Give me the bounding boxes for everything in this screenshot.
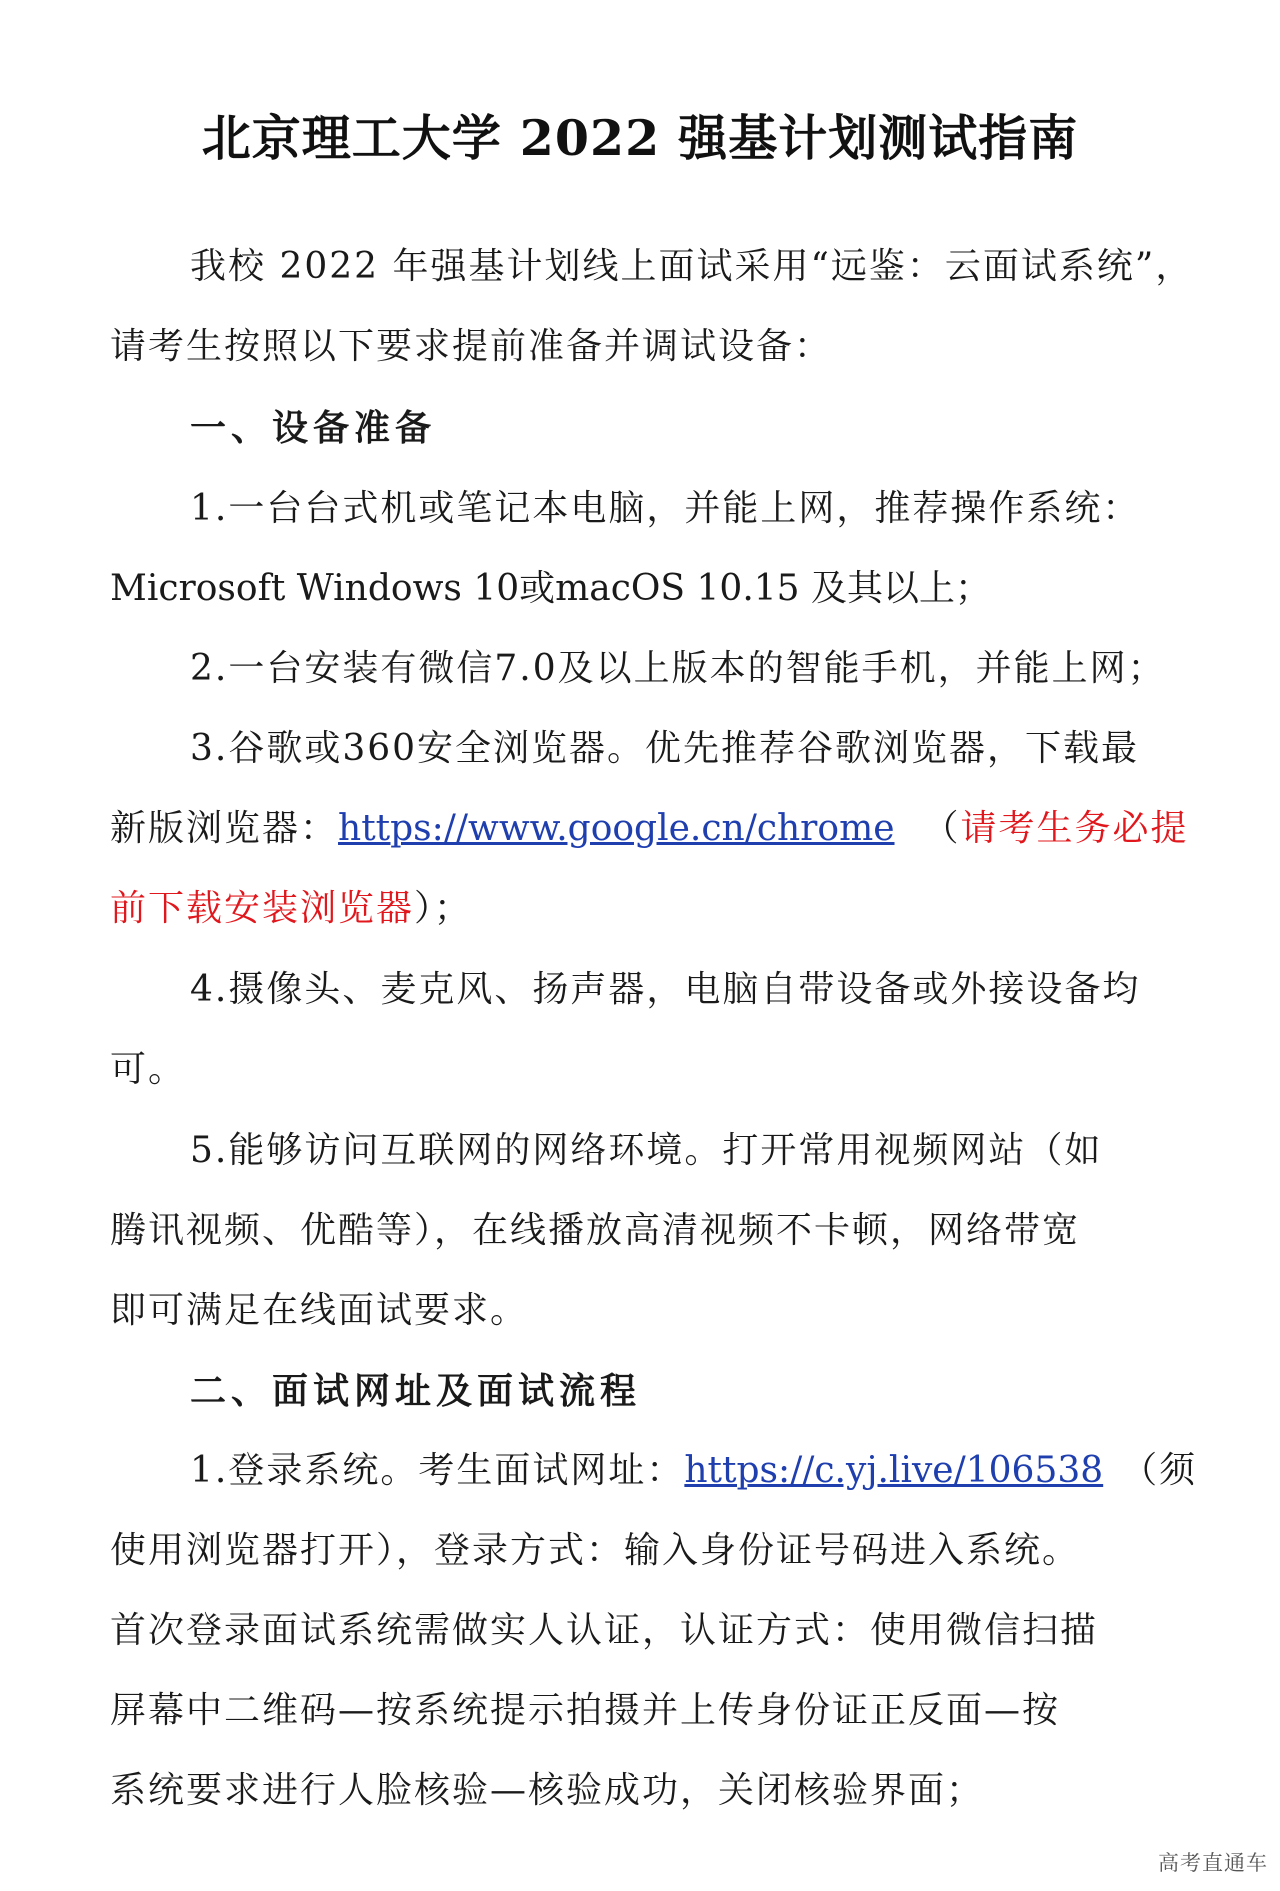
equipment-item-4-line-1: 4.摄像头、麦克风、扬声器，电脑自带设备或外接设备均 bbox=[190, 969, 1141, 1010]
interview-item-1-line-1 bbox=[190, 1443, 1198, 1499]
equipment-item-5-line-1: 5.能够访问互联网的网络环境。打开常用视频网站（如 bbox=[190, 1130, 1103, 1171]
equipment-item-3-line-3 bbox=[110, 881, 1180, 937]
intro-line-1: 我校 2022 年强基计划线上面试采用“远鉴：云面试系统”， bbox=[190, 246, 1194, 287]
equipment-item-5-line-2: 腾讯视频、优酷等），在线播放高清视频不卡顿，网络带宽 bbox=[110, 1210, 1081, 1251]
document-title: 北京理工大学 2022 强基计划测试指南 bbox=[201, 109, 1079, 167]
chrome-download-link[interactable]: https://www.google.cn/chrome bbox=[338, 808, 895, 849]
section-heading-interview: 二、面试网址及面试流程 bbox=[190, 1370, 642, 1412]
equipment-item-3-line-1: 3.谷歌或360安全浏览器。优先推荐谷歌浏览器，下载最 bbox=[190, 728, 1140, 769]
interview-url-link[interactable]: https://c.yj.live/106538 bbox=[684, 1450, 1104, 1491]
equipment-item-4-line-2: 可。 bbox=[110, 1049, 187, 1090]
watermark-text: 高考直通车 bbox=[1158, 1851, 1268, 1875]
browser-download-label: 新版浏览器： bbox=[110, 808, 339, 849]
intro-line-2: 请考生按照以下要求提前准备并调试设备： bbox=[110, 326, 833, 367]
equipment-item-2-line-1: 2.一台安装有微信7.0及以上版本的智能手机，并能上网； bbox=[190, 648, 1166, 689]
section-heading-equipment: 一、设备准备 bbox=[190, 407, 437, 449]
download-warning-part-1: 请考生务必提 bbox=[960, 808, 1189, 849]
download-warning-part-2: 前下载安装浏览器 bbox=[110, 888, 415, 929]
equipment-item-5-line-3: 即可满足在线面试要求。 bbox=[110, 1290, 529, 1331]
equipment-item-1-line-2: Microsoft Windows 10或macOS 10.15 及其以上； bbox=[110, 568, 992, 609]
interview-item-1-line-3: 首次登录面试系统需做实人认证，认证方式：使用微信扫描 bbox=[110, 1610, 1099, 1651]
paren-open: （ bbox=[922, 808, 961, 849]
login-system-label: 1.登录系统。考生面试网址： bbox=[190, 1450, 685, 1491]
equipment-item-3-line-2 bbox=[110, 801, 1189, 857]
interview-item-1-line-5: 系统要求进行人脸核验—核验成功，关闭核验界面； bbox=[110, 1770, 985, 1811]
paren-close: ）； bbox=[414, 888, 473, 929]
login-note-open: （须 bbox=[1121, 1450, 1198, 1491]
interview-item-1-line-4: 屏幕中二维码—按系统提示拍摄并上传身份证正反面—按 bbox=[110, 1690, 1061, 1731]
equipment-item-1-line-1: 1.一台台式机或笔记本电脑，并能上网，推荐操作系统： bbox=[190, 488, 1141, 529]
interview-item-1-line-2: 使用浏览器打开），登录方式：输入身份证号码进入系统。 bbox=[110, 1530, 1081, 1571]
